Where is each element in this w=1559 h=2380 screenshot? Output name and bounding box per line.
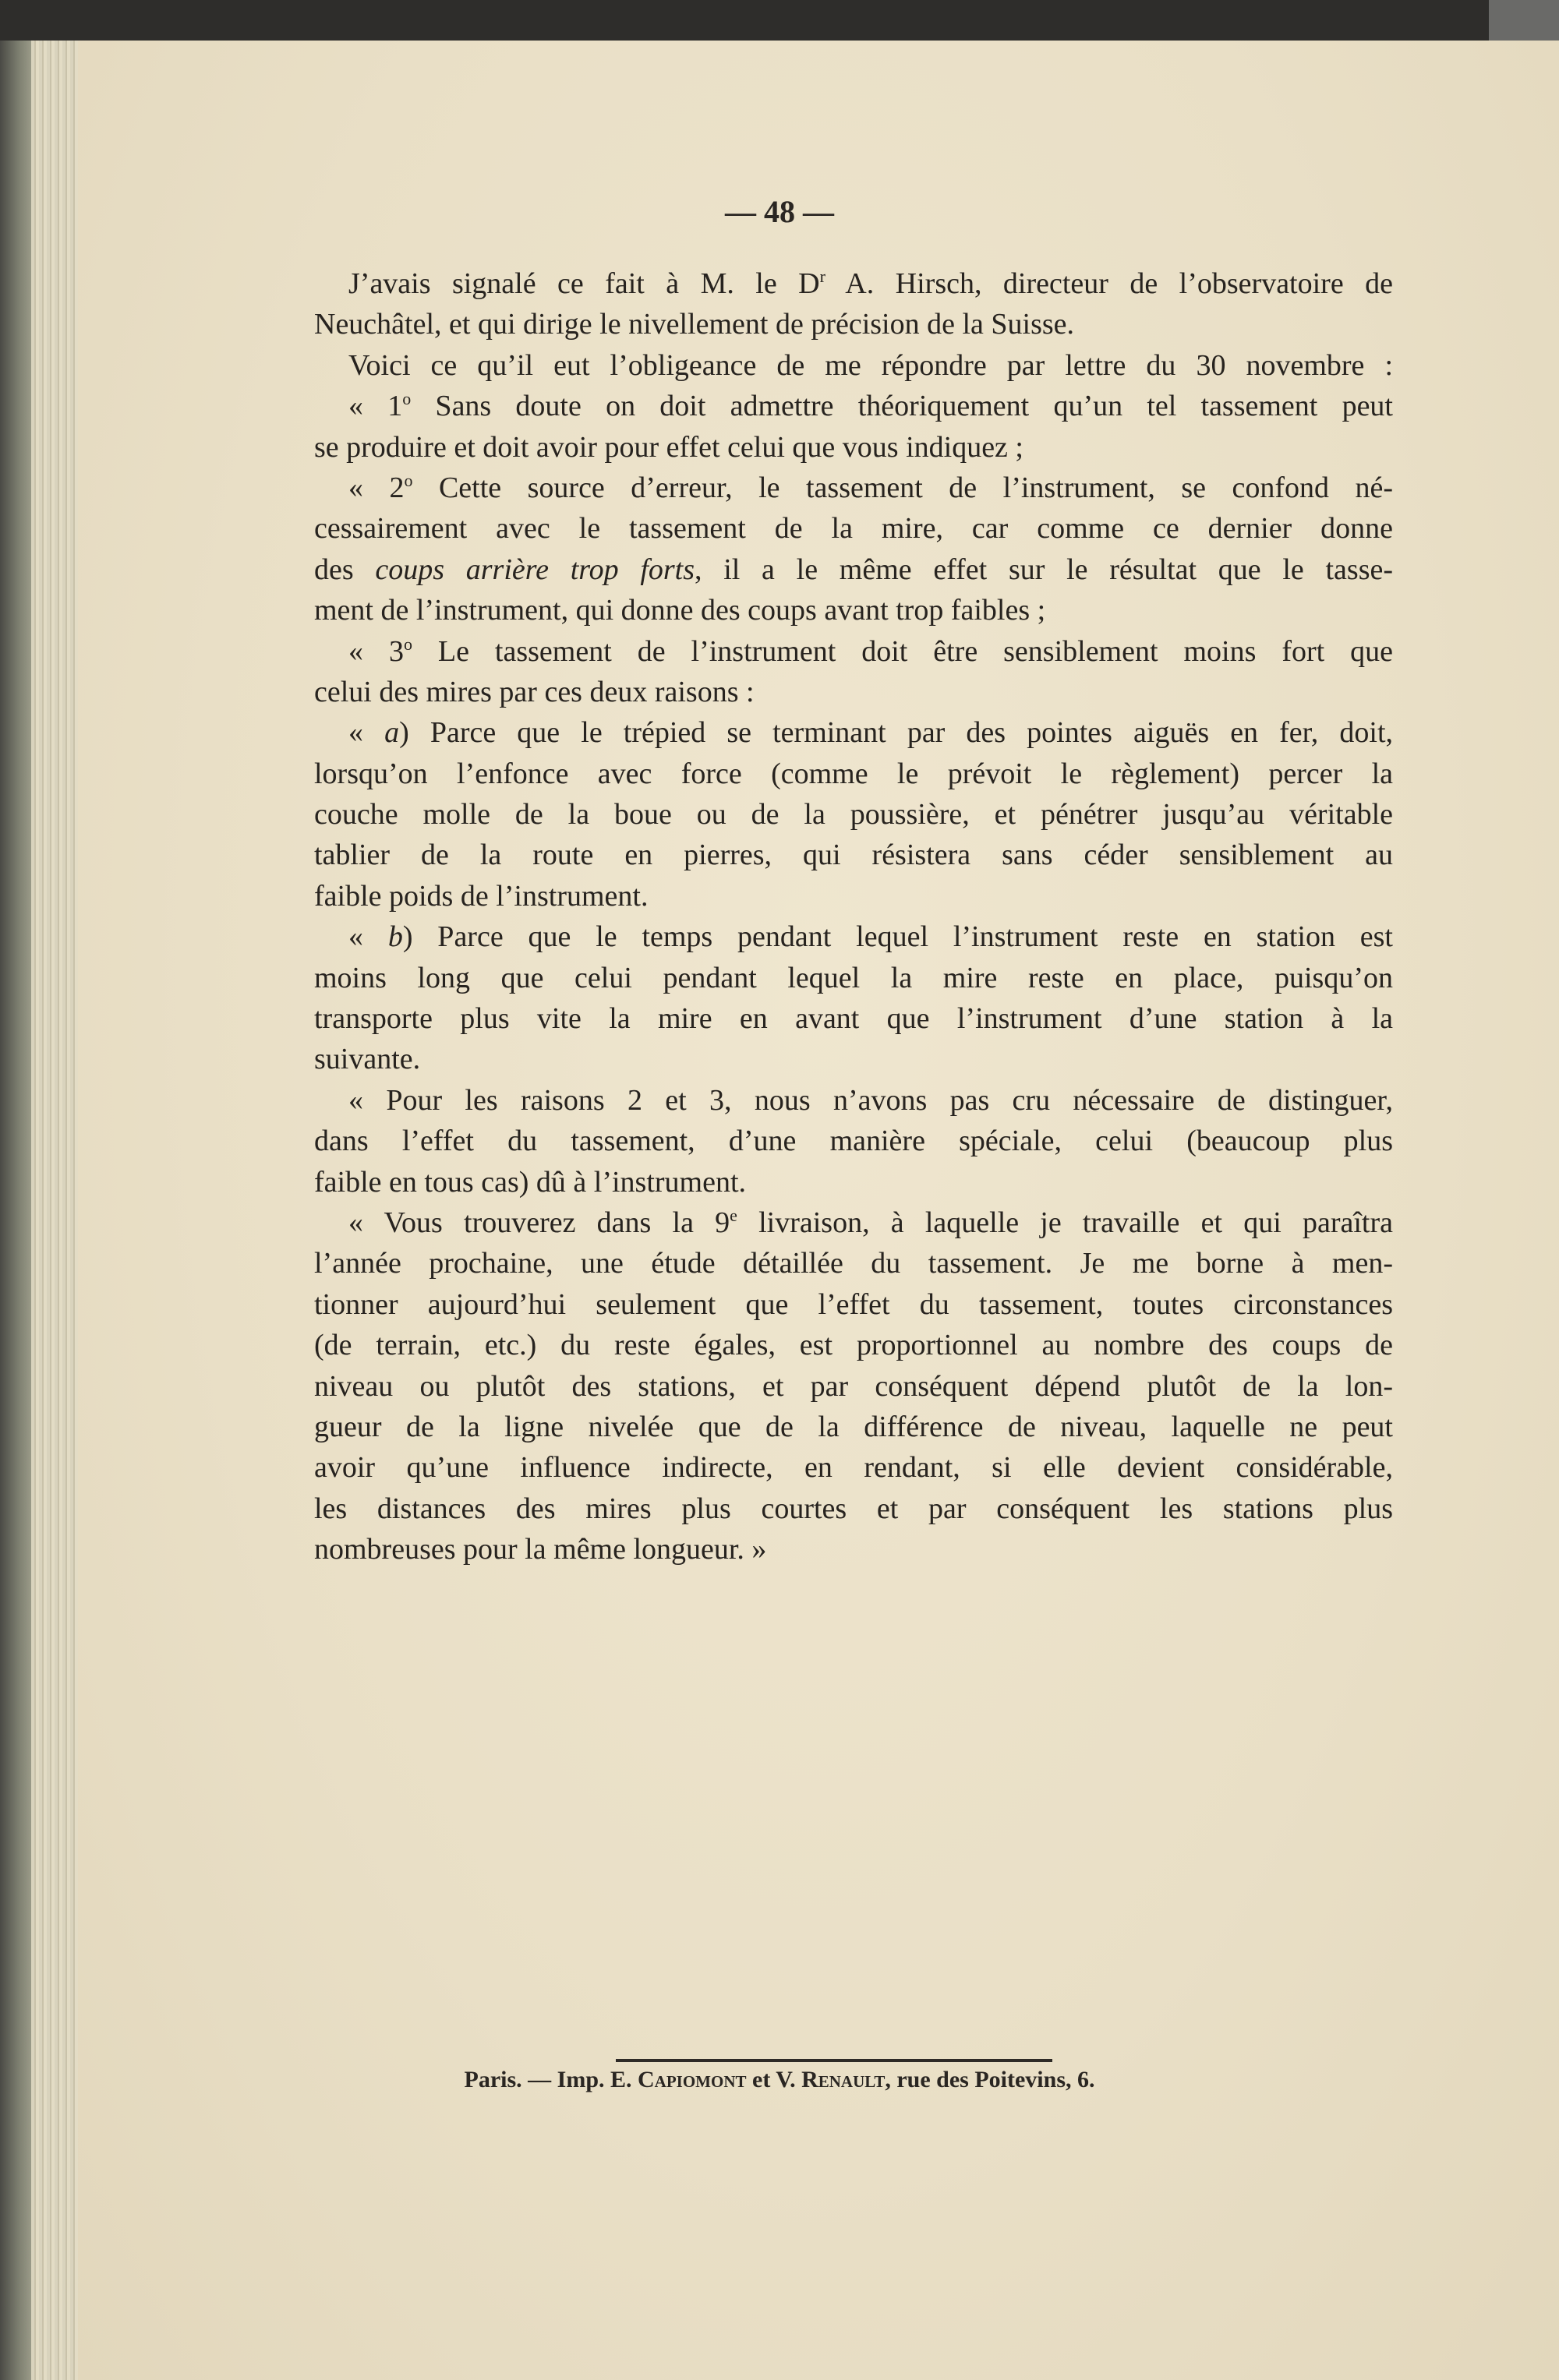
text-segment: Cette source d’erreur, le tassement de l’instrument, se confond né- (412, 471, 1394, 504)
text-segment: suivante. (314, 1043, 421, 1076)
book-binding-edge (0, 41, 31, 2380)
italic-text: a (384, 716, 400, 750)
text-segment: avoir qu’une influence indirecte, en rendant, si elle devient considérable, (314, 1451, 1393, 1485)
text-segment: « 1 (348, 390, 403, 423)
text-segment: couche molle de la boue ou de la poussière, et pénétrer jusqu’au véritable (314, 798, 1393, 832)
text-line (314, 508, 1393, 549)
text-line (314, 345, 1393, 386)
footer-rule (616, 2059, 1052, 2062)
imprint-printer-1: Capiomont (638, 2067, 747, 2092)
text-segment: dans l’effet du tassement, d’une manière spéciale, celui (beaucoup plus (314, 1125, 1393, 1158)
text-line (314, 1407, 1393, 1447)
text-line (314, 263, 1393, 304)
text-segment: ment de l’instrument, qui donne des coups avant trop faibles ; (314, 594, 1046, 627)
text-segment: « (348, 920, 388, 954)
text-segment: livraison, à laquelle je travaille et qui paraîtra (737, 1206, 1393, 1239)
text-segment: « Pour les raisons 2 et 3, nous n’avons pas cru nécessaire de distinguer, (348, 1083, 1393, 1117)
imprint-prefix: Paris. — Imp. E. (464, 2067, 638, 2092)
text-line (314, 590, 1393, 630)
text-line (314, 712, 1393, 753)
text-segment: lorsqu’on l’enfonce avec force (comme le prévoit le règlement) percer la (314, 757, 1393, 790)
text-line (314, 1121, 1393, 1161)
imprint-suffix: , rue des Poitevins, 6. (885, 2067, 1095, 2092)
text-line (314, 427, 1393, 468)
text-line (314, 1529, 1393, 1570)
text-segment: transporte plus vite la mire en avant que l’instrument d’une station à la (314, 1002, 1393, 1036)
printer-imprint (0, 2067, 1559, 2093)
text-line (314, 672, 1393, 712)
text-line (314, 916, 1393, 957)
text-line (314, 754, 1393, 794)
text-segment: tionner aujourd’hui seulement que l’effet du tassement, toutes circonstances (314, 1287, 1393, 1321)
text-segment: « Vous trouverez dans la 9 (348, 1206, 730, 1239)
text-segment: les distances des mires plus courtes et par conséquent les stations plus (314, 1492, 1393, 1525)
superscript: o (403, 634, 412, 654)
text-segment: (de terrain, etc.) du reste égales, est proportionnel au nombre des coups de (314, 1329, 1393, 1362)
text-segment: gueur de la ligne nivelée que de la différence de niveau, laquelle ne peut (314, 1410, 1393, 1443)
text-line (314, 631, 1393, 672)
text-line (314, 468, 1393, 508)
text-segment: niveau ou plutôt des stations, et par conséquent dépend plutôt de la lon- (314, 1369, 1393, 1403)
text-line (314, 958, 1393, 998)
text-line (314, 876, 1393, 916)
text-line (314, 794, 1393, 835)
text-segment: Sans doute on doit admettre théoriquement qu’un tel tassement peut (411, 390, 1393, 423)
text-segment: Voici ce qu’il eut l’obligeance de me répondre par lettre du 30 novembre : (348, 348, 1393, 382)
text-segment: , il a le même effet sur le résultat que le tasse- (695, 553, 1394, 586)
text-segment: « 3 (348, 634, 404, 668)
text-line (314, 1243, 1393, 1284)
superscript: o (402, 389, 412, 409)
text-segment: nombreuses pour la même longueur. » (314, 1533, 767, 1566)
text-segment: celui des mires par ces deux raisons : (314, 675, 755, 708)
text-line (314, 1162, 1393, 1202)
superscript: r (819, 267, 825, 286)
text-segment: faible en tous cas) dû à l’instrument. (314, 1165, 747, 1199)
page-number: — 48 — (725, 194, 834, 229)
text-line (314, 304, 1393, 344)
text-line (314, 1488, 1393, 1529)
text-line (314, 1366, 1393, 1407)
text-segment: « (348, 716, 385, 750)
text-line (314, 549, 1393, 590)
text-line (314, 386, 1393, 426)
text-segment: ) Parce que le temps pendant lequel l’instrument reste en station est (402, 920, 1393, 954)
text-segment: des (314, 553, 376, 586)
text-segment: A. Hirsch, directeur de l’observatoire de (825, 267, 1393, 300)
text-segment: tablier de la route en pierres, qui résistera sans céder sensiblement au (314, 839, 1393, 872)
imprint-mid: et V. (746, 2067, 802, 2092)
text-line (314, 998, 1393, 1039)
text-segment: l’année prochaine, une étude détaillée du tassement. Je me borne à men- (314, 1247, 1393, 1280)
text-segment: Neuchâtel, et qui dirige le nivellement de précision de la Suisse. (314, 308, 1075, 341)
text-segment: cessairement avec le tassement de la mire, car comme ce dernier donne (314, 512, 1393, 546)
text-segment: moins long que celui pendant lequel la mire reste en place, puisqu’on (314, 961, 1393, 994)
italic-text: b (387, 920, 403, 954)
text-segment: « 2 (348, 471, 405, 504)
text-segment: J’avais signalé ce fait à M. le D (348, 267, 820, 300)
scanner-top-band (0, 0, 1559, 41)
text-line (314, 835, 1393, 875)
text-line (314, 1325, 1393, 1365)
text-segment: Le tassement de l’instrument doit être sensiblement moins fort que (412, 634, 1394, 668)
italic-text: coups arrière trop forts (375, 553, 695, 586)
superscript: o (404, 470, 413, 490)
text-segment: faible poids de l’instrument. (314, 879, 649, 913)
text-line (314, 1080, 1393, 1121)
text-line (314, 1202, 1393, 1243)
scanner-corner (1489, 0, 1559, 41)
imprint-printer-2: Renault (801, 2067, 886, 2092)
text-line (314, 1284, 1393, 1325)
page-stack-edges (31, 41, 78, 2380)
text-segment: ) Parce que le trépied se terminant par des pointes aiguës en fer, doit, (399, 716, 1394, 750)
text-segment: se produire et doit avoir pour effet celui que vous indiquez ; (314, 430, 1023, 464)
superscript: e (730, 1205, 737, 1225)
text-line (314, 1039, 1393, 1079)
text-line (314, 1447, 1393, 1488)
body-text (314, 263, 1393, 1570)
